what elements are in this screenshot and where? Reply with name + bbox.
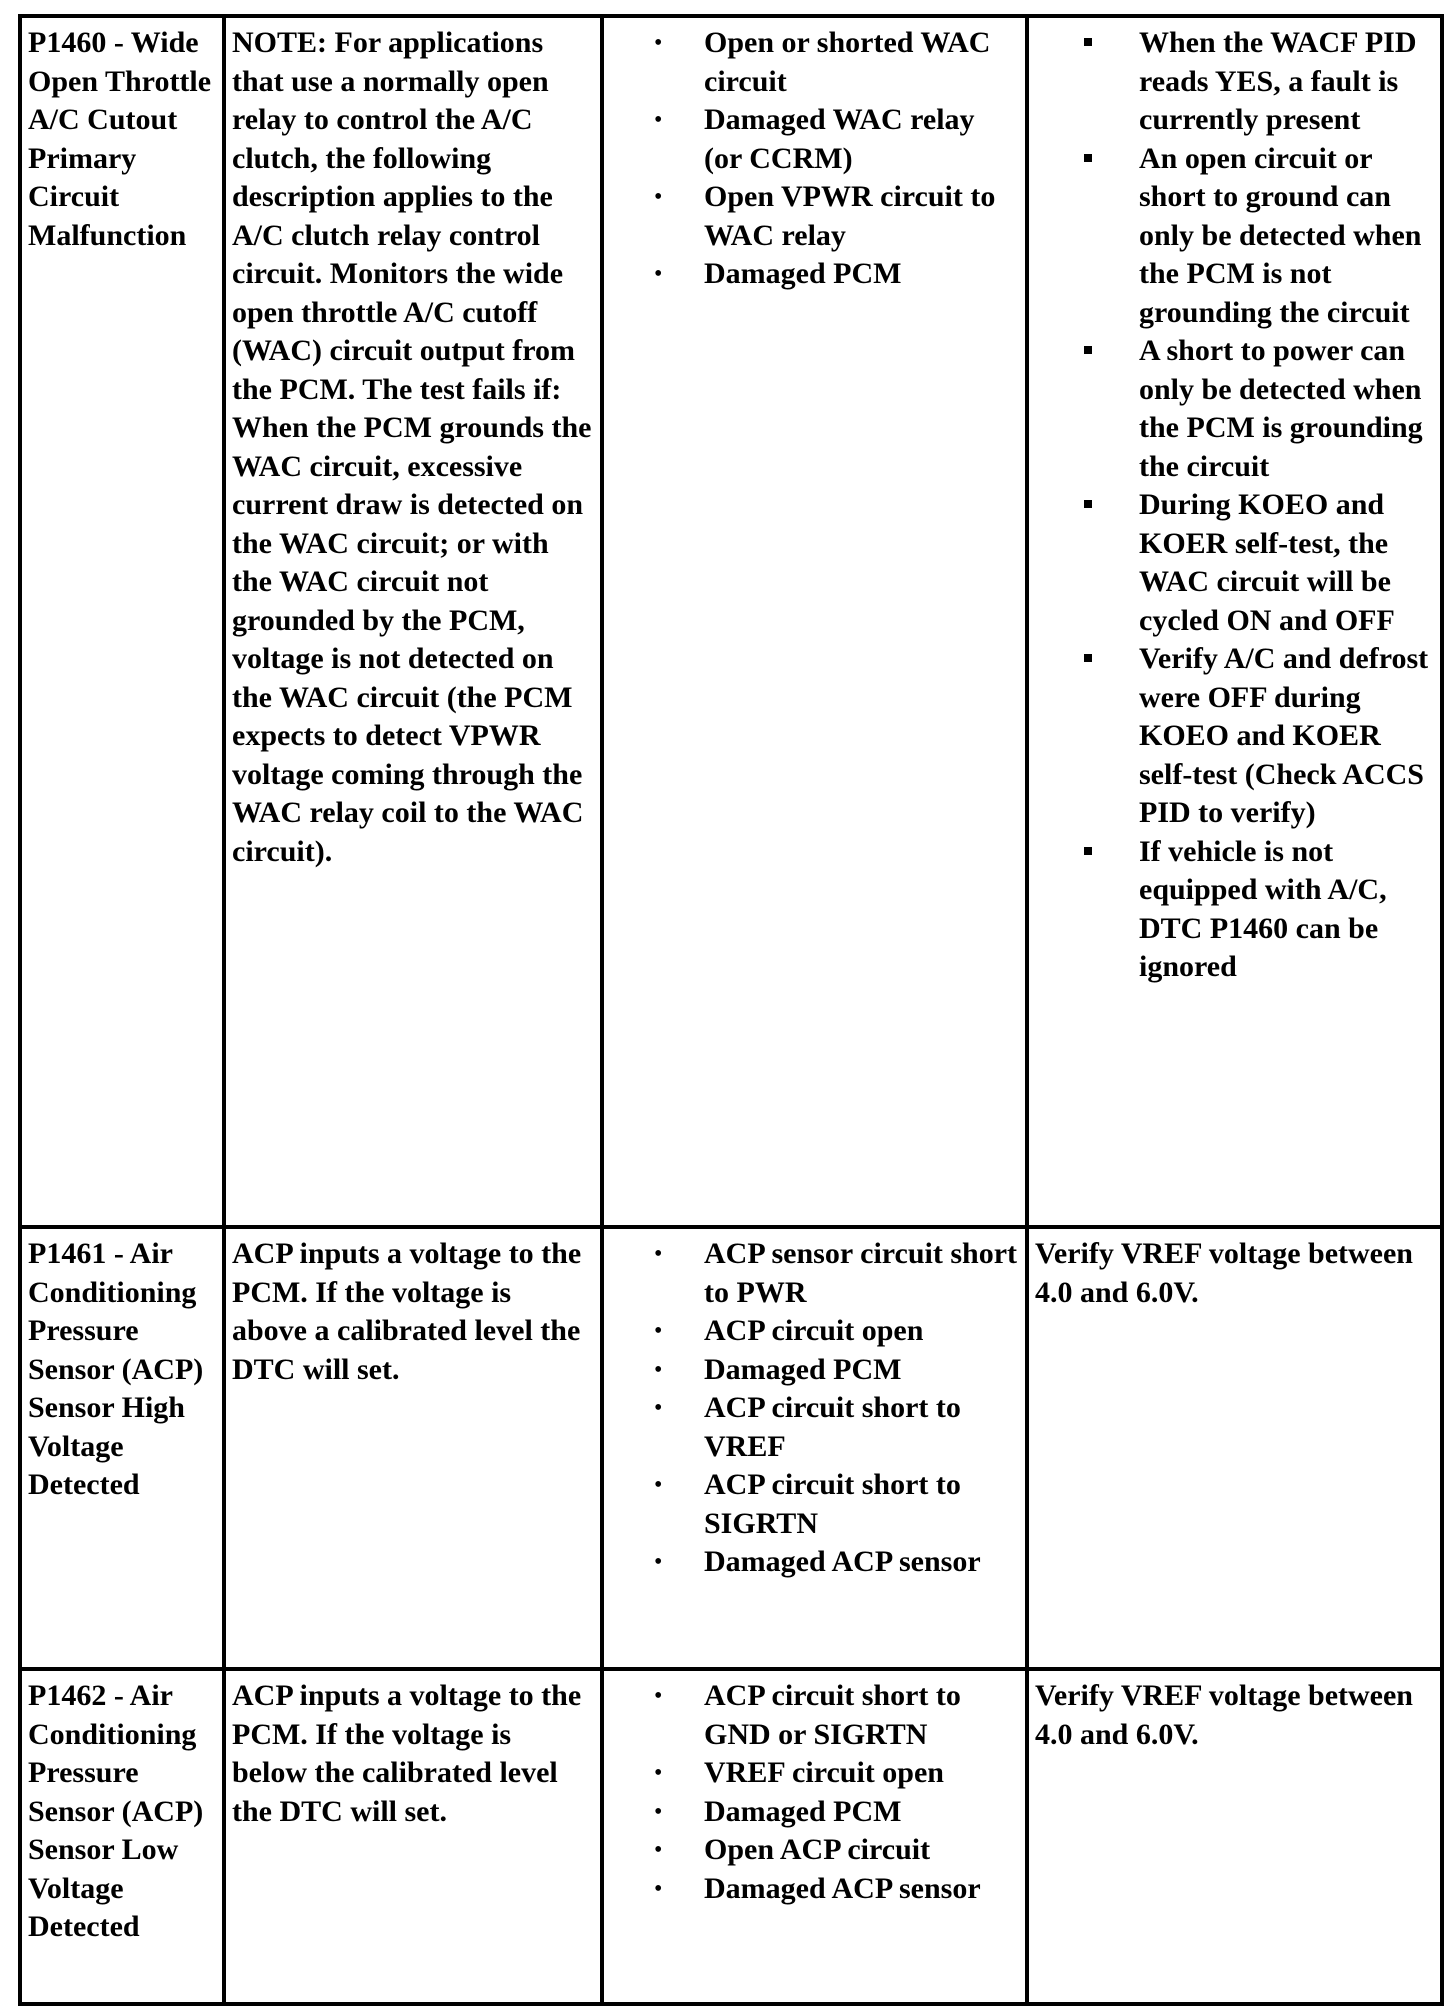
list-item: A short to power can only be detected when the PCM is grounding the circuit (1139, 332, 1434, 486)
table-row (20, 1227, 1442, 1669)
diagnostic-aids-cell (1027, 16, 1442, 1227)
list-item: • ACP circuit open (704, 1312, 1019, 1351)
dtc-code-cell: P1461 - Air Conditioning Pressure Sensor (ACP) Sensor High Voltage Detected (20, 1227, 224, 1669)
list-item: During KOEO and KOER self-test, the WAC circuit will be cycled ON and OFF (1139, 486, 1434, 640)
actions-list (1035, 24, 1434, 987)
list-item: • Open or shorted WAC circuit (704, 24, 1019, 101)
list-item: • Damaged PCM (704, 255, 1019, 294)
list-item: An open circuit or short to ground can only be detected when the PCM is not grounding the circuit (1139, 140, 1434, 333)
dtc-code-cell: P1460 - Wide Open Throttle A/C Cutout Primary Circuit Malfunction (20, 16, 224, 1227)
list-item: • Damaged ACP sensor (704, 1870, 1019, 1909)
list-item: • Damaged PCM (704, 1351, 1019, 1390)
diagnostic-aids-cell: Verify VREF voltage between 4.0 and 6.0V. (1027, 1669, 1442, 2004)
table-row (20, 1669, 1442, 2004)
list-item: • VREF circuit open (704, 1754, 1019, 1793)
possible-causes-cell (602, 1227, 1027, 1669)
list-item: • ACP circuit short to GND or SIGRTN (704, 1677, 1019, 1754)
causes-list (610, 24, 1019, 294)
list-item: When the WACF PID reads YES, a fault is currently present (1139, 24, 1434, 140)
list-item: • ACP circuit short to SIGRTN (704, 1466, 1019, 1543)
diagnostic-aids-cell: Verify VREF voltage between 4.0 and 6.0V. (1027, 1227, 1442, 1669)
description-cell: NOTE: For applications that use a normally open relay to control the A/C clutch, the following description applies to the A/C clutch relay control circuit. Monitors the wide open throttle A/C cutoff (WAC) circuit output from the PCM. The test fails if: When the PCM grounds the WAC circuit, excessive current draw is detected on the WAC circuit; or with the WAC circuit not grounded by the PCM, voltage is not detected on the WAC circuit (the PCM expects to detect VPWR voltage coming through the WAC relay coil to the WAC circuit). (224, 16, 602, 1227)
list-item: • ACP circuit short to VREF (704, 1389, 1019, 1466)
list-item: Verify A/C and defrost were OFF during KOEO and KOER self-test (Check ACCS PID to verify) (1139, 640, 1434, 833)
possible-causes-cell (602, 1669, 1027, 2004)
list-item: • Open VPWR circuit to WAC relay (704, 178, 1019, 255)
list-item: If vehicle is not equipped with A/C, DTC P1460 can be ignored (1139, 833, 1434, 987)
description-cell: ACP inputs a voltage to the PCM. If the voltage is above a calibrated level the DTC will set. (224, 1227, 602, 1669)
possible-causes-cell (602, 16, 1027, 1227)
causes-list (610, 1677, 1019, 1908)
causes-list (610, 1235, 1019, 1582)
list-item: • ACP sensor circuit short to PWR (704, 1235, 1019, 1312)
list-item: • Damaged PCM (704, 1793, 1019, 1832)
dtc-code-cell: P1462 - Air Conditioning Pressure Sensor (ACP) Sensor Low Voltage Detected (20, 1669, 224, 2004)
list-item: • Damaged ACP sensor (704, 1543, 1019, 1582)
list-item: • Open ACP circuit (704, 1831, 1019, 1870)
dtc-table (18, 14, 1444, 2006)
list-item: • Damaged WAC relay (or CCRM) (704, 101, 1019, 178)
table-row (20, 16, 1442, 1227)
description-cell: ACP inputs a voltage to the PCM. If the voltage is below the calibrated level the DTC will set. (224, 1669, 602, 2004)
